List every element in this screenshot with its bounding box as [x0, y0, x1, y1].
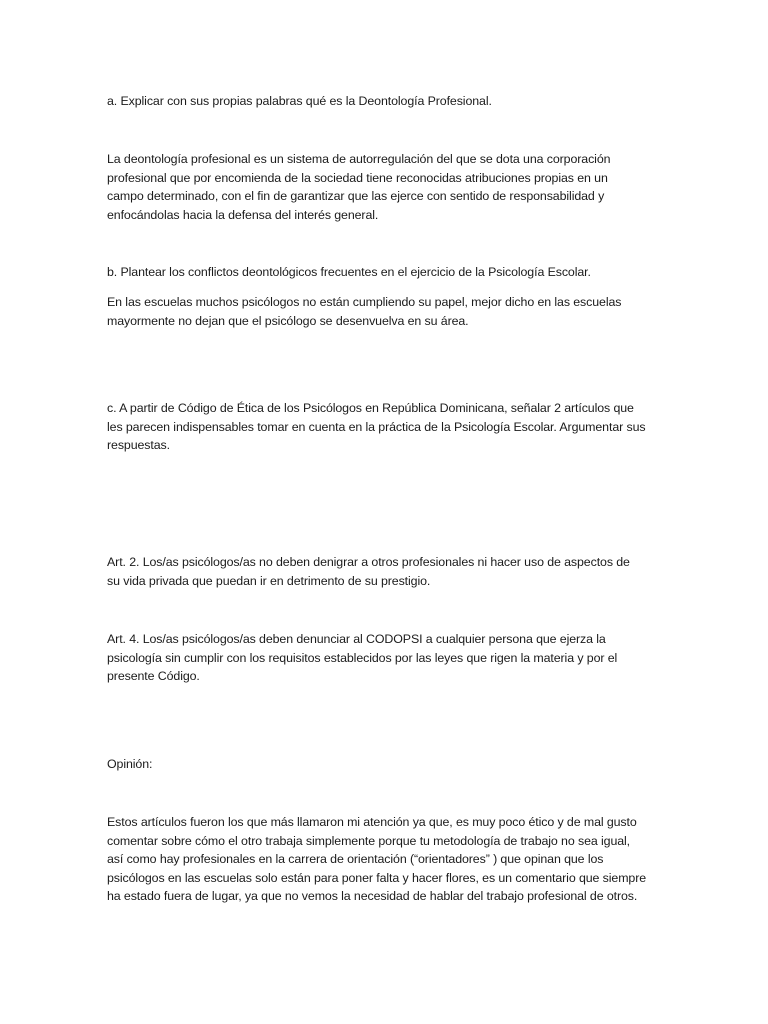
answer-a-line: profesional que por encomienda de la sociedad tiene reconocidas atribuciones propias en un — [107, 170, 608, 185]
article-2 — [107, 553, 667, 590]
opinion-line: ha estado fuera de lugar, ya que no vemos la necesidad de hablar del trabajo profesional de otros. — [107, 889, 638, 903]
answer-b-line: mayormente no dejan que el psicólogo se desenvuelva en su área. — [107, 313, 469, 328]
opinion-heading — [107, 755, 667, 774]
article-4-line: presente Código. — [107, 669, 200, 683]
opinion-line: psicólogos en las escuelas solo están para poner falta y hacer flores, es un comentario que siempre — [107, 870, 647, 885]
article-2-line: su vida privada que puedan ir en detrimento de su prestigio. — [107, 573, 431, 588]
answer-b-line: En las escuelas muchos psicólogos no están cumpliendo su papel, mejor dicho en las escuelas — [107, 295, 622, 309]
answer-a-line: La deontología profesional es un sistema de autorregulación del que se dota una corporación — [107, 152, 611, 166]
opinion-line: Estos artículos fueron los que más llamaron mi atención ya que, es muy poco ético y de mal gusto — [107, 815, 637, 829]
opinion-line: así como hay profesionales en la carrera de orientación (“orientadores” ) que opinan que los — [107, 852, 604, 866]
answer-a-line: enfocándolas hacia la defensa del interés general. — [107, 207, 379, 222]
article-4-line: psicología sin cumplir con los requisitos establecidos por las leyes que rigen la materia y por el — [107, 650, 618, 665]
article-4-line: Art. 4. Los/as psicólogos/as deben denunciar al CODOPSI a cualquier persona que ejerza la — [107, 632, 606, 646]
question-b — [107, 263, 667, 282]
question-c-line: les parecen indispensables tomar en cuenta en la práctica de la Psicología Escolar. Argumentar sus — [107, 419, 646, 434]
question-c-line: c. A partir de Código de Ética de los Psicólogos en República Dominicana, señalar 2 artículos que — [107, 401, 634, 415]
opinion-line: comentar sobre cómo el otro trabaja simplemente porque tu metodología de trabajo no sea igual, — [107, 833, 631, 848]
article-2-line: Art. 2. Los/as psicólogos/as no deben denigrar a otros profesionales ni hacer uso de aspectos de — [107, 555, 630, 569]
question-a — [107, 92, 667, 111]
answer-a-line: campo determinado, con el fin de garantizar que las ejerce con sentido de responsabilidad y — [107, 189, 605, 203]
opinion-text — [107, 813, 667, 906]
opinion-heading-text: Opinión: — [107, 757, 153, 771]
answer-b — [107, 293, 667, 330]
answer-a — [107, 150, 667, 224]
question-b-line: b. Plantear los conflictos deontológicos frecuentes en el ejercicio de la Psicología Escolar. — [107, 265, 591, 279]
question-c — [107, 399, 667, 455]
question-c-line: respuestas. — [107, 438, 170, 452]
article-4 — [107, 630, 667, 686]
question-a-line: a. Explicar con sus propias palabras qué es la Deontología Profesional. — [107, 94, 492, 108]
